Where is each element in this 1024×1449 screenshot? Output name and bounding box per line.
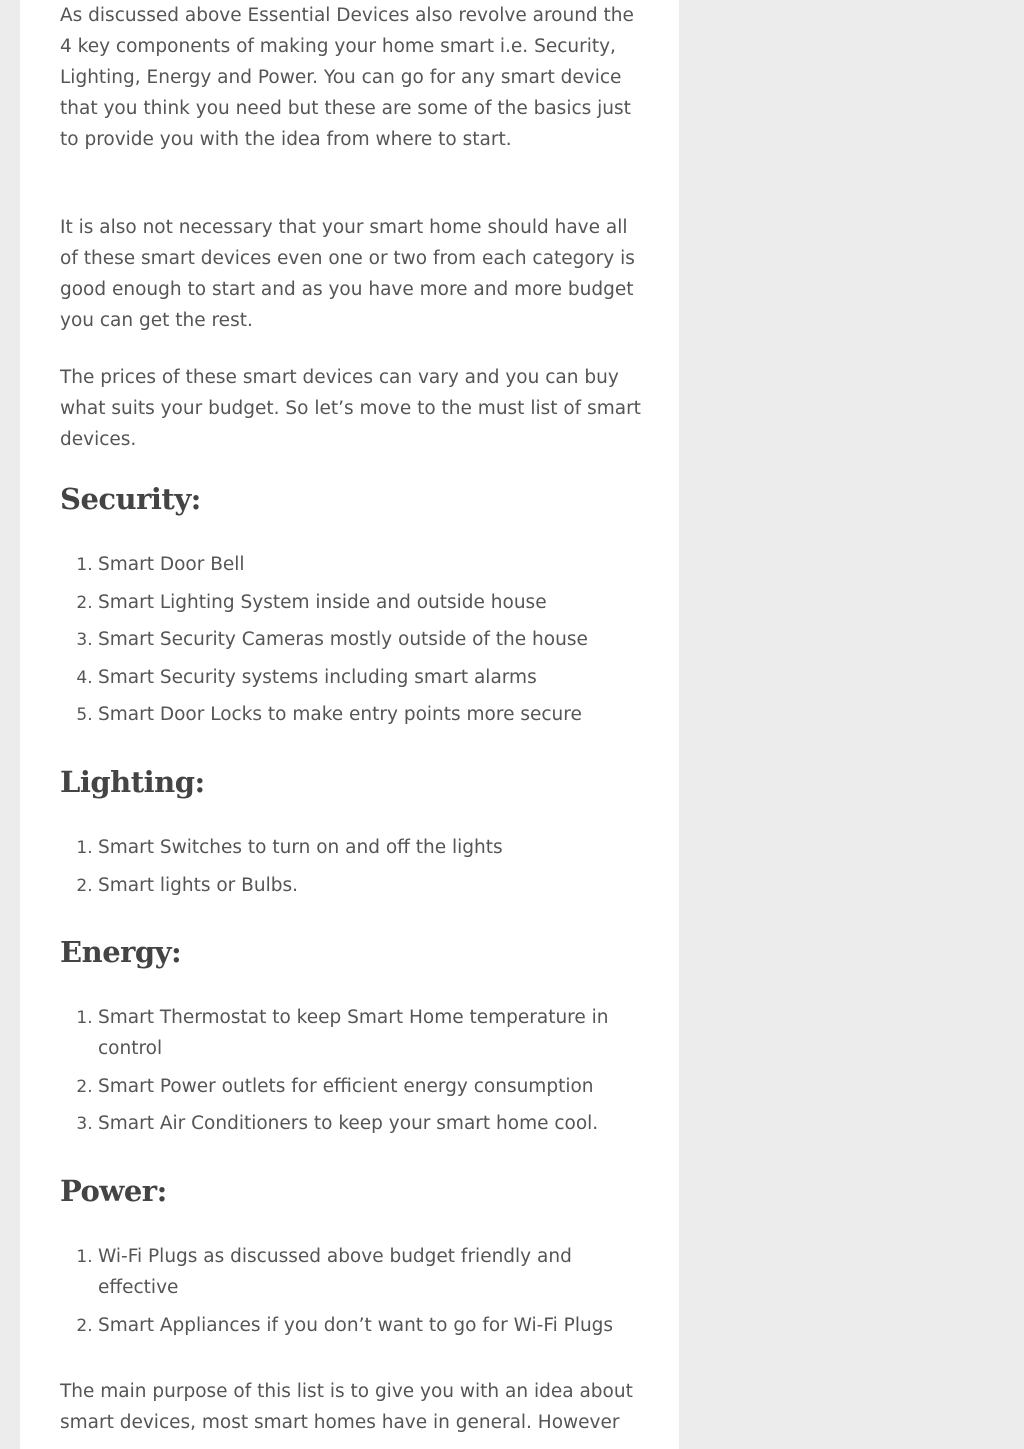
list-lighting <box>60 832 650 907</box>
list-item: 5. Smart Door Locks to make entry points more secure <box>98 699 650 730</box>
list-item: 1. Smart Thermostat to keep Smart Home temperature in control <box>98 1002 650 1064</box>
list-item: 2. Smart lights or Bulbs. <box>98 870 650 901</box>
heading-security: Security: <box>60 482 201 516</box>
list-item: 1. Wi-Fi Plugs as discussed above budget friendly and effective <box>98 1241 650 1303</box>
paragraph-closing: The main purpose of this list is to give you with an idea about smart devices, most smart homes have in general. However <box>60 1381 633 1433</box>
heading-energy: Energy: <box>60 935 182 969</box>
list-item: 1. Smart Door Bell <box>98 549 650 580</box>
list-security <box>60 549 650 737</box>
heading-lighting: Lighting: <box>60 765 205 799</box>
paragraph-intro-2: It is also not necessary that your smart home should have all of these smart devices even one or two from each category is good enough to start and as you have more and more budget you can get the rest. <box>60 217 635 331</box>
list-item: 2. Smart Appliances if you don’t want to go for Wi-Fi Plugs <box>98 1310 650 1341</box>
article-page <box>20 0 679 1449</box>
list-item: 3. Smart Air Conditioners to keep your smart home cool. <box>98 1108 650 1139</box>
list-item: 2. Smart Lighting System inside and outside house <box>98 587 650 618</box>
paragraph-intro-3: The prices of these smart devices can vary and you can buy what suits your budget. So let’s move to the must list of smart devices. <box>60 367 641 450</box>
list-item: 1. Smart Switches to turn on and off the lights <box>98 832 650 863</box>
paragraph-intro-1: As discussed above Essential Devices also revolve around the 4 key components of making your home smart i.e. Security, Lighting, Energy and Power. You can go for any smart device that you think you need but these are some of the basics just to provide you with the idea from where to start. <box>60 5 634 150</box>
list-item: 3. Smart Security Cameras mostly outside of the house <box>98 624 650 655</box>
list-energy <box>60 1002 650 1146</box>
list-power <box>60 1241 650 1347</box>
list-item: 2. Smart Power outlets for efficient energy consumption <box>98 1071 650 1102</box>
heading-power: Power: <box>60 1174 167 1208</box>
list-item: 4. Smart Security systems including smart alarms <box>98 662 650 693</box>
